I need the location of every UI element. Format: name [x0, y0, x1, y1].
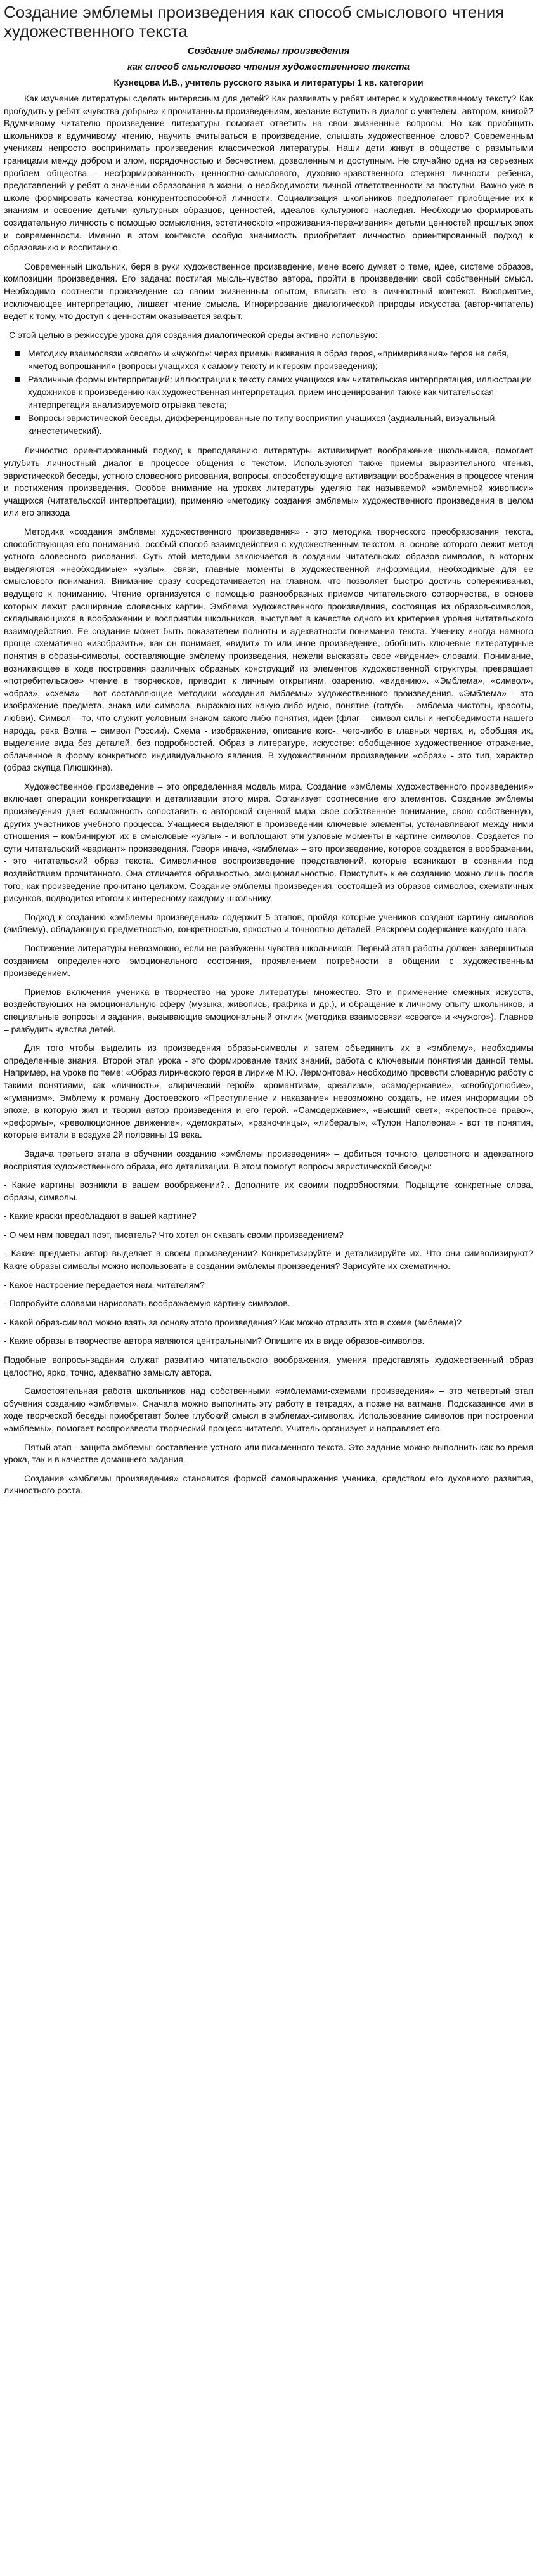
paragraph-intro-1: Как изучение литературы сделать интересным для детей? Как развивать у ребят интерес к художественному тексту? Как пробудить у ребят «чувства добрые» к прочитанным произведениям, желание вступить в диалог с учителем, автором, книгой? Вдумчивому читателю произведение литературы помогает ответить на свои жизненные вопросы. Но как приобщить школьников к вдумчивому чтению, научить вчитываться в произведение, слышать художественное слово? Современным ученикам непросто воспринимать произведения классической литературы. Наши дети живут в обществе с размытыми границами между добром и злом, порядочностью и бесчестием, дозволенным и доступным. Не случайно одна из серьезных проблем общества - несформированность ценностно-смыслового, духовно-нравственного стержня личности ребенка, представлений у ребят о значении образования в жизни, о необходимости личной ответственности за поступки. Важно уже в школе формировать качества конкурентоспособной личности. Социализация школьников предполагает приобщение их к знаниям и освоение детьми культурных образцов, ценностей, идеалов культурного наследия. Необходимо формировать созидательную личность с помощью осмысления, эстетического «проживания-переживания» детьми ценностей прошлых эпох и современности. Именно в этом контексте особую значимость приобретает личностно ориентированный подход к образованию и воспитанию. — [4, 93, 533, 253]
question-item: - О чем нам поведал поэт, писатель? Что хотел он сказать своим произведением? — [4, 1229, 344, 1240]
paragraph-main-4: Подход к созданию «эмблемы произведения» содержит 5 этапов, пройдя которые учеников создают картину символов (эмблему), обладающую предметностью, конкретностью, яркостью и точностью деталей. Раскроем содержание каждого шага. — [4, 911, 533, 935]
paragraph-main-7: Для того чтобы выделить из произведения образы-символы и затем объединить их в «эмблему», необходимы определенные знания. Второй этап урока - это формирование таких знаний, работа с ключевыми понятиями данной темы. Например, на уроке по теме: «Образ лирического героя в лирике М.Ю. Лермонтова» необходимо провести словарную работу с такими понятиями, как «личность», «лирический герой», «романтизм», «реализм», «самодержавие», «свободолюбие», «гуманизм». Эмблему к роману Достоевского «Преступление и наказание» невозможно создать, не имея информации об эпохе, в которую жил и творил автор произведения и его герой. «Самодержавие», «высший свет», «крепостное право», «реформы», «революционное движение», «демократы», «разночинцы», «либералы», «Тулон Наполеона» - вот те понятия, которые витали в воздухе 2й половины 19 века. — [4, 1043, 533, 1140]
question-item: - Какие краски преобладают в вашей картине? — [4, 1211, 197, 1221]
paragraph-main-3: Художественное произведение – это определенная модель мира. Создание «эмблемы художественного произведения» включает операции конкретизации и детализации этого мира. Организует соотнесение его элементов. Создание эмблемы произведения дает возможность сопоставить с авторской оценкой мира свое собственное понимание, свою собственную, других участников учебного процесса. Учащиеся выделяют в произведении ключевые элементы, устанавливают между ними отношения – комбинируют их в смысловые «узлы» - и воплощают эти узловые моменты в картине символов. Создается по сути читательский «вариант» произведения. Говоря иначе, «эмблема» – это произведение, которое создается в воображении, - это читательский образ текста. Символичное воспроизведение представлений, которые возникают в сознании под воздействием прочитанного. Она отличается образностью, эмоциональностью. Приступить к ее созданию можно лишь после того, как произведение прочитано целиком. Создание эмблемы произведения, состоящей из образов-символов, схематичных рисунков, подводится итогом к интересному каждому школьнику. — [4, 781, 533, 904]
question-item: - Какие картины возникли в вашем воображении?.. Дополните их своими подробностями. Подыщите конкретные слова, образы, символы. — [4, 1180, 533, 1202]
paragraph-main-8: Задача третьего этапа в обучении созданию «эмблемы произведения» – добиться точного, целостного и адекватного восприятия художественного образа, его детализации. В этом помогут вопросы эвристической беседы: — [4, 1148, 533, 1171]
question-item: - Какие предметы автор выделяет в своем произведении? Конкретизируйте и детализируйте их. Что они символизируют? Какие образы символы можно использовать в создании эмблемы произведения? Зарисуйте их схематично. — [4, 1248, 533, 1272]
page-title: Создание эмблемы произведения как способ смыслового чтения художественного текста — [4, 3, 505, 41]
methods-list-item: Различные формы интерпретаций: иллюстрации к тексту самих учащихся как читательская интерпретация, иллюстрации художников к произведению как художественная интерпретация, прием инсценирования также как читательская интерпретация анализируемого отрывка текста; — [28, 374, 533, 411]
subtitle-line-1: Создание эмблемы произведения — [187, 46, 350, 56]
question-item: - Какой образ-символ можно взять за основу этого произведения? Как можно отразить это в схеме (эмблеме)? — [4, 1317, 462, 1327]
paragraph-main-1: Личностно ориентированный подход к преподаванию литературы активизирует воображение школьников, помогает углубить личностный диалог в процессе общения с текстом. Используются также приемы выразительного чтения, эвристической беседы, устного словесного рисования, вопросы, способствующие активизации воображения в процессе чтения и постижения произведения. Особое внимание на уроках литературы уделяю так называемой «эмблемной живописи» учащихся (читательской интерпретации), применяю «методику создания эмблемы» художественного произведения в целом или его эпизода — [4, 445, 533, 518]
paragraph-main-6: Приемов включения ученика в творчество на уроке литературы множество. Это и применение смежных искусств, воздействующих на эмоциональную сферу (музыка, живопись, графика и др.), и обращение к личному опыту школьников, и специальные вопросы и задания, вызывающие эмоциональный отклик (методика взаимосвязи «своего» и «чужого»). Главное – разбудить чувства детей. — [4, 986, 533, 1034]
paragraph-end-3: Пятый этап - защита эмблемы: составление устного или письменного текста. Это задание можно выполнить как во время урока, так и в качестве домашнего задания. — [4, 1441, 533, 1465]
question-item: - Какое настроение передается нам, читателям? — [4, 1279, 205, 1290]
subtitle-line-2: как способ смыслового чтения художественного текста — [127, 62, 410, 72]
question-item: - Какие образы в творчестве автора являются центральными? Опишите их в виде образов-символов. — [4, 1336, 425, 1346]
paragraph-end-1: Подобные вопросы-задания служат развитию читательского воображения, умения представлять художественный образ целостно, ярко, точно, адекватно замыслу автора. — [4, 1355, 533, 1377]
paragraph-intro-3: С этой целью в режиссуре урока для создания диалогической среды активно использую: — [9, 329, 378, 340]
paragraph-end-2: Самостоятельная работа школьников над собственными «эмблемами-схемами произведения» – это четвертый этап обучения созданию «эмблемы». Сначала можно выполнить эту работу в тетрадях, а позже на ватмане. Подсказанное ими в ходе творческой беседы приобретает более глубокий смысл в эмблемах-символах. Использование символов при построении «эмблемы», помогает воспроизвести творческий процесс читателя. Учитель организует и направляет его. — [4, 1386, 533, 1433]
author-line: Кузнецова И.В., учитель русского языка и литературы 1 кв. категории — [113, 77, 424, 88]
paragraph-main-2: Методика «создания эмблемы художественного произведения» - это методика творческого преобразования текста, способствующая его пониманию, особый способ взаимодействия с художественным текстом. в. основе которого лежит метод устного словесного рисования. Суть этой методики заключается в создании читательских образов-символов, в которых выделяются «необходимые» «узлы», связи, главные моменты в художественной информации, необходимые для ее смыслового понимания. Внимание сразу сосредотачивается на главном, что позволяет быстро достичь сопереживания, ведущего к пониманию. Чтение организуется с помощью разнообразных приемов читательского сотворчества, в основе которых лежит расширение словесных картин. Эмблема художественного произведения, состоящая из образов-символов, складывающихся в воображении и восприятии школьников, выступает в качестве одного из критериев уровня читательского взаимодействия. Ее создание может быть показателем полноты и адекватности понимания текста. Ученику иногда намного проще схематично «изобразить», как он понимает, «видит» то или иное произведение, обобщить ключевые литературные понятия в образы-символы, составляющие эмблему произведения, нежели высказать свое «видение» словами. Понимание, возникающее в ходе построения различных образных конструкций из элементов художественной структуры, превращает «потребительское» чтение в творческое, приводит к личным открытиям, озарению, «видению». «Эмблема», «символ», «образ», «схема» - вот составляющие методики «создания эмблемы» художественного произведения. «Эмблема» - это изображение предмета, знака или символа, выражающих какую-либо идею, понятие (голубь – эмблема чистоты, красоты, любви). Символ – то, что служит условным знаком какого-либо понятия, идеи (флаг – символ силы и непобедимости нашего народа, река Волга – символ России). Схема - изображение, описание кого-, чего-либо в главных чертах, и, обобщая их, выделение вида без деталей, без подробностей. Образ в литературе, искусстве: обобщенное художественное отражение, облаченное в форму конкретного индивидуального явления. В художественном произведении «образ» - это тип, характер (образ скупца Плюшкина). — [4, 526, 533, 773]
question-item: - Попробуйте словами нарисовать воображаемую картину символов. — [4, 1298, 290, 1309]
methods-list-item: Методику взаимосвязи «своего» и «чужого»: через приемы вживания в образ героя, «примеривания» героя на себя, «метод вопрошания» (вопросы учащихся к самому тексту и к героям произведения); — [28, 348, 533, 372]
paragraph-main-5: Постижение литературы невозможно, если не разбужены чувства школьников. Первый этап работы должен завершиться созданием определенного эмоционального состояния, проявлением потребности в общении с художественным произведением. — [4, 943, 533, 979]
paragraph-end-4: Создание «эмблемы произведения» становится формой самовыражения ученика, средством его духовного развития, личностного роста. — [4, 1473, 533, 1496]
methods-list-item: Вопросы эвристической беседы, дифференцированные по типу восприятия учащихся (аудиальный, визуальный, кинестетический). — [28, 412, 533, 437]
methods-list — [4, 348, 533, 437]
paragraph-intro-2: Современный школьник, беря в руки художественное произведение, мене всего думает о теме, идее, системе образов, композиции произведения. Его задача: постигая мысль-чувство автора, пройти в произведении свой собственный смысл. Необходимо соотнести произведение со своим жизненным опытом, вписать его в личностный контекст. Восприятие, исключающее интерпретацию, лишает чтение смысла. Игнорирование диалогической природы искусства (автор-читатель) ведет к тому, что доступ к ценностям оказывается закрыт. — [4, 261, 533, 322]
